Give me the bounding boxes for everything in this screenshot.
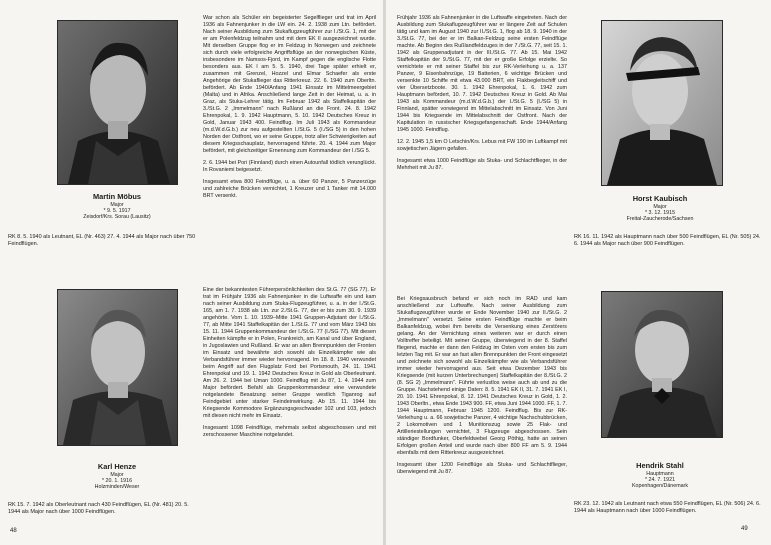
person-name: Hendrik Stahl bbox=[636, 461, 684, 470]
person-rank: Hauptmann bbox=[646, 470, 674, 477]
page-number: 49 bbox=[741, 526, 748, 532]
rk-note-horst-kaubisch: RK 16. 11. 1942 als Hauptmann nach über 500 Feindflügen, EL (Nr. 505) 24. 6. 1944 als Major nach über 900 Feindflügen. bbox=[574, 234, 761, 247]
biography-martin-moebus bbox=[203, 15, 376, 205]
caption-horst-kaubisch bbox=[585, 195, 735, 222]
biography-paragraph: Insgesamt etwa 800 Feindflüge, u. a. über 60 Panzer, 5 Panzerzüge und zahlreiche Brücken vernichtet, 1 Kreuzer und 1 Tanker mit 14.000 BRT versenkt. bbox=[203, 179, 376, 200]
person-born: * 20. 1. 1916 bbox=[101, 477, 133, 484]
biography-paragraph: War schon als Schüler ein begeisterter Segelflieger und trat im April 1936 als Fahnenjunker in die LW ein. 24. 2. 1938 zum Ltn. befördert. Nach seiner Ausbildung zum Stukaflugzeugführer zur I./St.G. 1, mit der er am Polenfeldzug teilnahm und mit dem EK II ausgezeichnet wurde. Mit derselben Gruppe flog er im Feldzug in Norwegen und zeichnete sich durch viele erfolgreiche Angriffsflüge an der norwegischen Küste, insbesondere im Namsos-Fjord, im Kampf gegen die englische Flotte besonders aus. EK I am 5. 5. 1940, drei Tage später erhielt er, zusammen mit Grenzel, Hozzel und Elmar Schaefer als erste Angehörige der Stukaflieger das Ritterkreuz. 22. 6. 1940 zum Oberltn. befördert. Ab Ende 1940/Anfang 1941 Einsatz im Mittelmeergebiet (Malta) und in Afrika. Anschließend lange Zeit in der Heimat, u. a. in Graz, als Stuka-Lehrer tätig. Im Februar 1942 als Staffelkapitän der 3./St.G. 2 „Immelmann" nach Rußland an die Front. 24. 8. 1942 Ehrenpokal, 1. 9. 1942 Hauptmann, 5. 10. 1942 Deutsches Kreuz in Gold, Januar 1943 400. Feindflug. Im Juli 1943 als Kommandeur (m.d.W.d.G.b.) zur neu aufgestellten I./St.G. 5 (I./SG 5) in den hohen Norden der Ostfront, wo er seine Gruppe, trotz aller Schwierigkeiten auf diesem Kriegsschauplatz, hervorragend führte. 20. 4. 1944 zum Major befördert, mit gleichzeitiger Ernennung zum Kommandeur der I./SG 5. bbox=[203, 15, 376, 155]
biography-paragraph: 12. 2. 1945 1,5 km O Letschin/Krs. Lebus mit FW 190 im Luftkampf mit sowjetischen Jägern gefallen. bbox=[397, 139, 567, 153]
person-name: Martin Möbus bbox=[92, 192, 142, 201]
biography-horst-kaubisch bbox=[397, 15, 567, 177]
caption-martin-moebus bbox=[42, 193, 192, 220]
biography-paragraph: 2. 6. 1944 bei Pori (Finnland) durch einen Autounfall tödlich verunglückt. In Rovaniemi beigesetzt. bbox=[203, 160, 376, 174]
person-birthplace: Zeisdorf/Krs. Sorau (Lausitz) bbox=[83, 213, 151, 220]
page-number: 48 bbox=[10, 528, 17, 534]
person-name: Horst Kaubisch bbox=[632, 194, 688, 203]
rk-note-hendrik-stahl: RK 23. 12. 1942 als Leutnant nach etwa 550 Feindflügen, EL (Nr. 506) 24. 6. 1944 als Hauptmann nach über 1000 Feindflügen. bbox=[574, 501, 761, 514]
caption-hendrik-stahl bbox=[585, 462, 735, 489]
biography-paragraph: Insgesamt 1098 Feindflüge, mehrmals selbst abgeschossen und mit zerschossener Maschine notgelandet. bbox=[203, 425, 376, 439]
biography-karl-henze bbox=[203, 287, 376, 444]
person-born: * 3. 12. 1915 bbox=[644, 209, 676, 216]
left-page bbox=[0, 0, 383, 545]
right-page bbox=[386, 0, 771, 545]
person-birthplace: Freital-Zaucherode/Sachsen bbox=[626, 215, 694, 222]
rk-note-martin-moebus: RK 8. 5. 1940 als Leutnant, EL (Nr. 463) 27. 4. 1944 als Major nach über 750 Feindflügen. bbox=[8, 234, 196, 247]
person-rank: Major bbox=[653, 203, 667, 210]
person-name: Karl Henze bbox=[97, 462, 137, 471]
biography-paragraph: Eine der bekanntesten Führerpersönlichkeiten des St.G. 77 (SG 77). Er trat im Frühjahr 1936 als Fahnenjunker in die Luftwaffe ein und kam nach seiner Ausbildung zum Stuka-Flugzeugführer, u. a. in der I./St.G. 165, am 1. 7. 1938 als Ltn. zur 2./St.G. 77, der er bis zum 30. 9. 1939 angehörte. Vom 1. 10. 1939–Mitte 1941 Gruppen-Adjutant der I./St.G. 77, ab Mitte 1941 Staffelkapitän der 1./St.G. 77 und vom März 1943 bis 15. 11. 1944 Gruppenkommandeur der I./St.G. 77 (I./SG 77). Mit diesen Einheiten kämpfte er in Polen, Frankreich, am Kanal und über England, in Jugoslawien und Rußland. Er war an allen Brennpunkten der Fronten im Einsatz und bewährte sich sowohl als Einzelkämpfer wie als Verbandsführer immer wieder hervorragend. Im 18. 8. 1940 verwundet beim Angriff auf den Flugplatz Ford bei Portsmouth, 24. 11. 1941 Ehrenpokal und 19. 1. 1942 Deutsches Kreuz in Gold als Oberleutnant. Am 26. 2. 1944 bei Uman 1000. Feindflug mit Ju 87, 1. 4. 1944 zum Major befördert. Befahl als Gruppenkommandeur eine verwundete notgelandete Besatzung seiner Gruppe westlich Tiganrog auf Feindgebiet unter starker Feindeinwirkung. Ab 15. 11. 1944 bis Kriegsende Kommodore Ergänzungsgeschwader 102 und 103, jedoch mit diesen nicht mehr im Einsatz. bbox=[203, 287, 376, 420]
biography-paragraph: Insgesamt über 1200 Feindflüge als Stuka- und Schlachtflieger, überwiegend mit Ju 87. bbox=[397, 462, 567, 476]
portrait-photo-karl-henze bbox=[57, 289, 178, 446]
person-born: * 24. 7. 1921 bbox=[644, 476, 676, 483]
portrait-photo-horst-kaubisch bbox=[601, 20, 723, 186]
portrait-photo-hendrik-stahl bbox=[601, 291, 723, 438]
person-birthplace: Kopenhagen/Dänemark bbox=[632, 482, 688, 489]
biography-paragraph: Frühjahr 1936 als Fahnenjunker in die Luftwaffe eingetreten. Nach der Ausbildung zum Stukaflugzeugführer war er längere Zeit auf Schulen tätig und kam im August 1940 zur II./St.G. 1, flog ab 18. 9. 1940 in der 3./St.G. 77, bei der er im Balkan-Feldzug seine ersten Feindflüge machte. Ab Beginn des Rußlandfeldzuges in der 7./St.G. 77, seit 15. 1. 1942 als Gruppenadjutant in der III./St.G. 77. Ab 15. Mai 1942 Staffelkapitän der 9./St.G. 77, mit der er große Erfolge erzielte. So vernichtete er mit seiner Staffel bis zur RK-Verleihung u. a. 137 Panzer, 9 Eisenbahnzüge, 19 Batterien, 6 wichtige Brücken und versenkte 10 Schiffe mit etwa 43.000 BRT, ein Flakbegleitschiff und vier Übersetzboote. 30. 1. 1942 Ehrenpokal, 1. 6. 1942 zum Hauptmann befördert, 10. 7. 1942 Deutsches Kreuz in Gold. Ab Mai 1943 als Kommandeur (m.d.W.d.G.b.) der I./St.G. 5 (I./SG 5) in Finnland, spätter vorwiegend im Mittelabschnitt im Einsatz. Von Juni 1944 bis Kriegsende im Mittelabschnitt der Ostfront. Nach der Kapitulation in russischer Kriegsgefangenschaft. Ende 1944/Anfang 1945 1000. Feindflug. bbox=[397, 15, 567, 134]
person-rank: Major bbox=[110, 201, 124, 208]
person-born: * 9. 5. 1917 bbox=[103, 207, 131, 214]
person-rank: Major bbox=[110, 471, 124, 478]
portrait-photo-martin-moebus bbox=[57, 20, 178, 185]
biography-hendrik-stahl bbox=[397, 296, 567, 481]
caption-karl-henze bbox=[42, 463, 192, 490]
biography-paragraph: Bei Kriegsausbruch befand er sich noch im RAD und kam anschließend zur Luftwaffe. Nach seiner Ausbildung zum Stukaflugzeugführer wurde er Ende November 1940 zur II./St.G. 2 „Immelmann" versetzt. Seine ersten Feindflüge machte er beim Balkanfeldzug, wobei ihm bereits die Versenkung eines Zerstörers gelang. An der Vernichtung eines weiteren war er durch einen Volltreffer beteiligt. Mit seiner Gruppe, überwiegend in der 8. Staffel fliegend, machte er dann den Feldzug im Osten vom ersten bis zum letzten Tag mit. Er war an fast allen Brennpunkten der Front eingesetzt und zeichnete sich sowohl als Einzelkämpfer wie als Verbandsführer immer wieder hervorragend aus. Seit etwa Dezember 1943 bis Kriegsende (mit kurzen Unterbrechungen) Staffelkapitän der 8./St.G. 2 (8. SG 2) „Immelmann". Führte verlustlos weise auch ab und zu die Gruppe. Nachstehend einige Daten: 8. 5. 1941 EK II, 31. 7. 1941 EK I, 20. 10. 1941 Ehrenpokal, 8. 12. 1941 Deutsches Kreuz in Gold, 1. 2. 1943 Oberltn., etwa Ende 1943 900. FF, etwa Juni 1944 1000. FF, 1. 7. 1944 Hauptmann, Februar 1945 1200. Feindflug. Bis zur RK-Verleihung u. a. 66 sowjetische Panzer, 4 wichtige Nachschubbrücken, 2 Lokomotiven und 1 Munitionszug sowie 25 Flak- und Artilleriestellungen vernichtet, 3 Flugzeuge abgeschossen. Sein ständiger Bordfunker, Oberfeldwebel Georg Pöthig, hatte an seinen Erfolgen großen Anteil und wurde nach über 800 FF am 5. 9. 1944 ebenfalls mit dem Ritterkreuz ausgezeichnet. bbox=[397, 296, 567, 457]
person-birthplace: Holzminden/Weser bbox=[94, 483, 140, 490]
biography-paragraph: Insgesamt etwa 1000 Feindflüge als Stuka- und Schlachtflieger, in der Mehrheit mit Ju 87. bbox=[397, 158, 567, 172]
rk-note-karl-henze: RK 15. 7. 1942 als Oberleutnant nach 430 Feindflügen, EL (Nr. 481) 20. 5. 1944 als Major nach über 1000 Feindflügen. bbox=[8, 502, 189, 515]
